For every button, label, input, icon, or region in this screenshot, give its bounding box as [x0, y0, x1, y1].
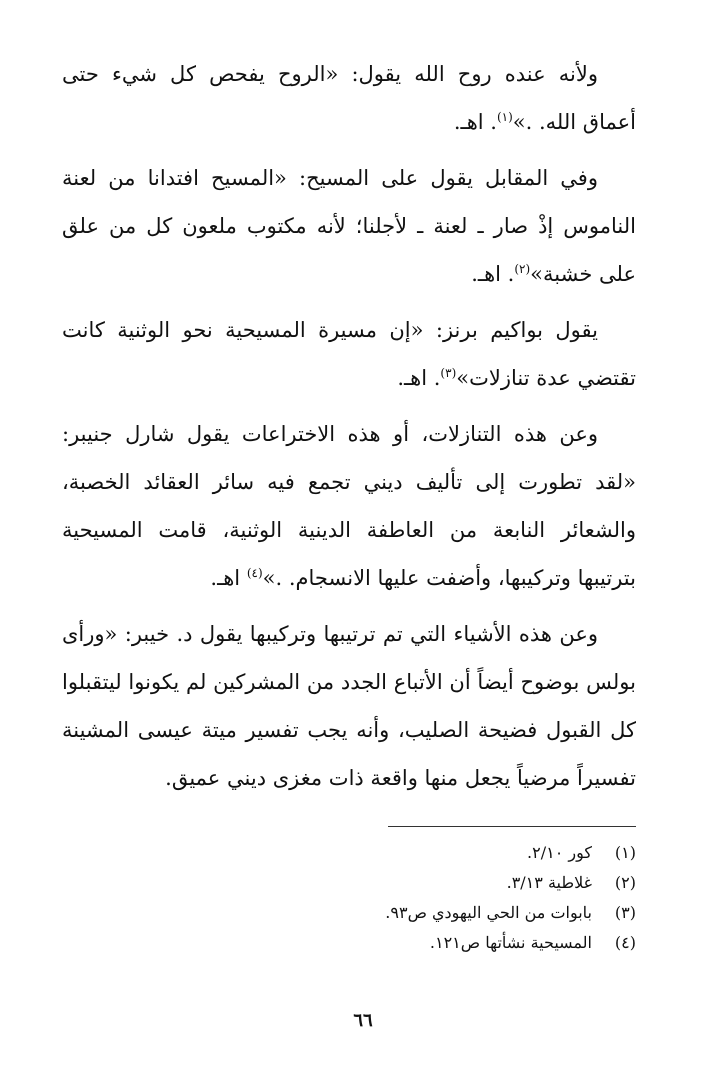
paragraph-4: وعن هذه التنازلات، أو هذه الاختراعات يقول شارل جنيبر: «لقد تطورت إلى تأليف ديني تجمع فيه سائر العقائد الخصبة، والشعائر النابعة من العاطفة الدينية الوثنية، قامت المسيحية بترتيبها وتركيبها، وأضفت عليها الانسجام. .»$^{(٤)}$ اهـ.	[62, 422, 636, 590]
body-text	[62, 50, 636, 810]
footnote-divider	[388, 826, 636, 827]
paragraph-1: ولأنه عنده روح الله يقول: «الروح يفحص كل شيء حتى أعماق الله. .»$^{(١)}$. اهـ.	[62, 62, 636, 134]
page-number: ٦٦	[353, 1010, 373, 1031]
footnote-1: (١) كور ٢/١٠.	[527, 843, 636, 862]
footnote-ref-3[interactable]: (٣)	[440, 366, 457, 380]
footnote-3: (٣) بابوات من الحي اليهودي ص٩٣.	[385, 903, 636, 922]
paragraph-3: يقول بواكيم برنز: «إن مسيرة المسيحية نحو الوثنية كانت تقتضي عدة تنازلات»$^{(٣)}$. اهـ.	[62, 318, 636, 390]
footnote-2: (٢) غلاطية ٣/١٣.	[506, 873, 636, 892]
footnote-ref-4[interactable]: (٤)	[246, 566, 263, 580]
footnote-4: (٤) المسيحية نشأتها ص١٢١.	[429, 933, 636, 952]
paragraph-5: وعن هذه الأشياء التي تم ترتيبها وتركيبها يقول د. خيبر: «ورأى بولس بوضوح أيضاً أن الأتباع الجدد من المشركين لم يكونوا ليتقبلوا كل القبول فضيحة الصليب، وأنه يجب تفسير ميتة عيسى المشينة تفسيراً مرضياً يجعل منها واقعة ذات مغزى ديني عميق.	[62, 622, 636, 790]
footnotes	[62, 838, 636, 958]
footnote-ref-2[interactable]: (٢)	[514, 262, 531, 276]
paragraph-2: وفي المقابل يقول على المسيح: «المسيح افتدانا من لعنة الناموس إذْ صار ـ لعنة ـ لأجلنا؛ لأنه مكتوب ملعون كل من علق على خشبة»$^{(٢)}$. اهـ.	[62, 166, 636, 286]
footnote-ref-1[interactable]: (١)	[496, 110, 513, 124]
